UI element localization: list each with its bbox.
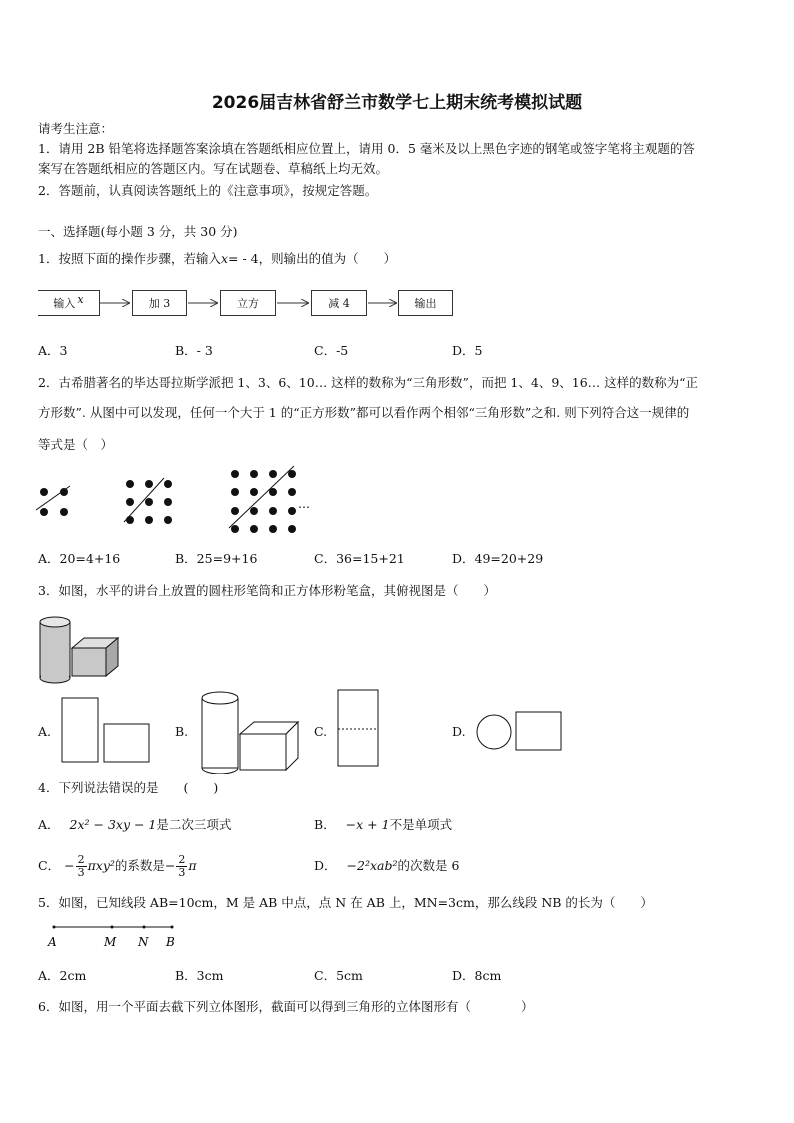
section-heading: 一、选择题(每小题 3 分，共 30 分): [38, 224, 238, 239]
question-2-line-2: 方形数”. 从图中可以发现，任何一个大于 1 的“正方形数”都可以看作两个相邻“三角形数”之和. 则下列符合这一规律的: [38, 405, 690, 420]
q1-stem-part-a: 1．按照下面的操作步骤，若输入: [38, 251, 221, 266]
flow-input-label: 输入: [53, 297, 76, 310]
q3-label-a: A.: [38, 724, 52, 739]
question-4-stem: 4．下列说法错误的是 ( ): [38, 780, 219, 795]
dot-figure-3x3: [124, 478, 172, 524]
q4-b-label: B．: [314, 817, 336, 832]
q5-option-a: A．2cm: [38, 968, 87, 983]
q5-option-d: D．8cm: [452, 968, 502, 983]
q5-option-b: B．3cm: [175, 968, 224, 983]
q3-figure-cylinder-and-cube: [36, 614, 126, 684]
q3-option-d-figure: [474, 708, 566, 754]
q4-c-pi: π: [188, 858, 197, 873]
q4-d-expr: −2²xab²: [346, 858, 398, 873]
q2-option-c: C．36=15+21: [314, 551, 405, 566]
q5-segment-figure: [40, 920, 190, 954]
q2-option-d: D．49=20+29: [452, 551, 544, 566]
q3-label-c: C.: [314, 724, 328, 739]
q4-c-fraction-2: $\frac{2}{3}$: [178, 852, 186, 879]
q4-c-label: C．: [38, 858, 61, 873]
q4-b-expr: −x + 1: [345, 817, 390, 832]
q1-option-d: D．5: [452, 343, 483, 358]
point-a-label: A: [48, 935, 57, 949]
notice-item-1-line-1: 1．请用 2B 铅笔将选择题答案涂填在答题纸相应位置上，请用 0．5 毫米及以上黑色字迹的钢笔或签字笔将主观题的答: [38, 141, 695, 156]
flow-box-cube: 立方: [220, 290, 276, 316]
question-1-stem: [38, 249, 396, 269]
question-5-stem: 5．如图，已知线段 AB=10cm，M 是 AB 中点，点 N 在 AB 上，MN=3cm，那么线段 NB 的长为（ ）: [38, 895, 653, 910]
q3-option-b-figure: [198, 688, 303, 774]
q4-option-a: [38, 815, 231, 835]
dot-figure-2x2: [36, 486, 70, 516]
question-3-stem: 3．如图，水平的讲台上放置的圆柱形笔筒和正方体形粉笔盒，其俯视图是（ ）: [38, 583, 496, 598]
point-m-label: M: [104, 935, 117, 949]
q1-option-c: C．-5: [314, 343, 349, 358]
point-b-label: B: [166, 935, 175, 949]
q4-c-fraction-1: $\frac{2}{3}$: [77, 852, 85, 879]
flow-box-input: [38, 290, 100, 316]
point-n-label: N: [138, 935, 149, 949]
q2-option-a: A．20=4+16: [38, 551, 121, 566]
question-2-line-3: 等式是（ ）: [38, 437, 114, 452]
q4-c-minus-2: −: [164, 858, 176, 873]
q1-stem-part-b: = - 4，则输出的值为（ ）: [228, 251, 397, 266]
q4-c-text: 的系数是: [114, 858, 165, 873]
flow-box-sub4: 减 4: [311, 290, 367, 316]
q4-c-expr: πxy²: [87, 858, 115, 873]
q3-option-a-figure: [60, 696, 155, 766]
q4-b-text: 不是单项式: [389, 817, 453, 832]
q3-label-b: B.: [175, 724, 189, 739]
q4-c-minus-1: −: [64, 858, 75, 873]
question-6-stem: 6．如图，用一个平面去截下列立体图形，截面可以得到三角形的立体图形有（ ）: [38, 999, 534, 1014]
q1-option-b: B．- 3: [175, 343, 213, 358]
page-title: 2026届吉林省舒兰市数学七上期末统考模拟试题: [211, 93, 583, 113]
question-2-line-1: 2．古希腊著名的毕达哥拉斯学派把 1、3、6、10… 这样的数称为“三角形数”，而把 1、4、9、16… 这样的数称为“正: [38, 375, 699, 390]
q4-a-text: 是二次三项式: [156, 817, 232, 832]
q4-a-expr: 2x² − 3xy − 1: [69, 817, 157, 832]
q1-variable: x: [220, 251, 229, 266]
dot-figure-4x4: [229, 466, 296, 533]
q4-option-c: [38, 848, 197, 884]
notice-item-2: 2．答题前，认真阅读答题纸上的《注意事项》，按规定答题。: [38, 183, 378, 198]
flow-box-output: 输出: [398, 290, 453, 316]
q4-option-d: [314, 856, 459, 876]
flow-input-var: x: [77, 292, 84, 306]
flow-box-add3: 加 3: [132, 290, 187, 316]
q3-option-c-figure: [336, 688, 382, 768]
q3-label-d: D.: [452, 724, 466, 739]
notice-item-1-line-2: 案写在答题纸相应的答题区内。写在试题卷、草稿纸上均无效。: [38, 161, 389, 176]
q4-d-text: 的次数是 6: [397, 858, 460, 873]
q4-option-b: [314, 815, 452, 835]
q2-option-b: B．25=9+16: [175, 551, 258, 566]
q1-option-a: A．3: [38, 343, 68, 358]
q4-a-label: A．: [38, 817, 60, 832]
q2-ellipsis: …: [298, 497, 310, 511]
q4-d-label: D．: [314, 858, 337, 873]
notice-heading: 请考生注意：: [38, 121, 114, 136]
q2-dot-figures: [32, 464, 322, 540]
q5-option-c: C．5cm: [314, 968, 363, 983]
